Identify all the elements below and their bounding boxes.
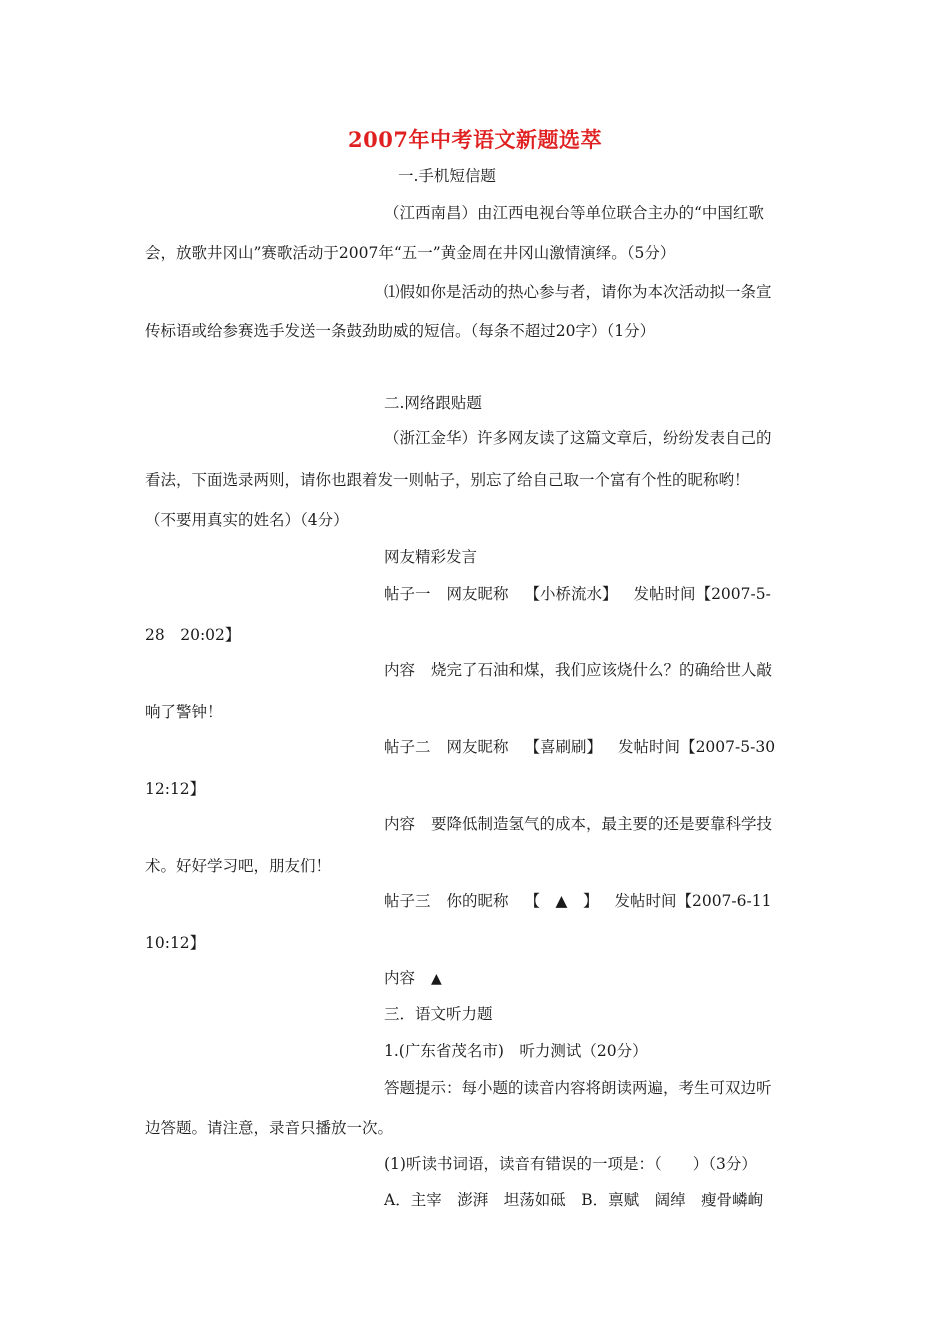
section-heading-sms: 一.手机短信题 — [398, 167, 496, 185]
content-text: 烧完了石油和煤，我们应该烧什么？的确给世人敲 — [431, 661, 773, 679]
post-label: 帖子二 — [384, 738, 431, 756]
time-label: 发帖时间 — [614, 892, 677, 910]
question-line: (1)听读书词语，读音有错误的一项是：（ ）（3分） — [384, 1155, 757, 1173]
tip-line: 答题提示：每小题的读音内容将朗读两遍，考生可双边听 — [384, 1079, 772, 1097]
post-content — [384, 660, 772, 680]
paragraph-line: （江西南昌）由江西电视台等单位联合主办的“中国红歌 — [384, 204, 764, 222]
section-heading-listening: 三．语文听力题 — [384, 1005, 493, 1023]
content-label: 内容 — [384, 661, 416, 679]
content-label: 内容 — [384, 969, 416, 987]
time-value: 【2007-5-30 — [680, 738, 776, 756]
paragraph-line: 会，放歌井冈山”赛歌活动于2007年“五一”黄金周在井冈山激情演绎。（5分） — [145, 244, 676, 262]
post-header — [384, 737, 775, 757]
triangle-icon: ▲ — [431, 971, 442, 987]
time-value-cont: 28 20:02】 — [145, 626, 241, 644]
nick-value: 【喜刷刷】 — [524, 738, 603, 756]
nick-value: 【 ▲ 】 — [524, 892, 599, 910]
post-content — [384, 968, 442, 989]
question-line: 传标语或给参赛选手发送一条鼓劲助威的短信。（每条不超过20字）（1分） — [145, 322, 656, 340]
post-label: 帖子三 — [384, 892, 431, 910]
time-label: 发帖时间 — [633, 585, 696, 603]
time-value: 【2007-6-11 — [676, 892, 772, 910]
time-label: 发帖时间 — [618, 738, 681, 756]
content-text-cont: 响了警钟！ — [145, 703, 223, 721]
paragraph-line: （浙江金华）许多网友读了这篇文章后，纷纷发表自己的 — [384, 429, 772, 447]
content-text: 要降低制造氢气的成本，最主要的还是要靠科学技 — [431, 815, 773, 833]
page-title: 2007年中考语文新题选萃 — [348, 127, 602, 152]
time-value-cont: 10:12】 — [145, 934, 206, 952]
options-line: A．主宰 澎湃 坦荡如砥 B．禀赋 阔绰 瘦骨嶙峋 — [384, 1191, 764, 1209]
content-text-cont: 术。好好学习吧，朋友们！ — [145, 857, 332, 875]
section-heading-forum: 二.网络跟贴题 — [384, 394, 482, 412]
post-header — [384, 891, 771, 911]
post-content — [384, 814, 772, 834]
time-value: 【2007-5- — [695, 585, 771, 603]
nick-value: 【小桥流水】 — [524, 585, 618, 603]
content-label: 内容 — [384, 815, 416, 833]
paragraph-line: 看法，下面选录两则，请你也跟着发一则帖子，别忘了给自己取一个富有个性的昵称哟！ — [145, 471, 750, 489]
post-header — [384, 584, 771, 604]
nick-label: 网友昵称 — [446, 585, 509, 603]
question-line: ⑴假如你是活动的热心参与者，请你为本次活动拟一条宣 — [384, 283, 772, 301]
forum-title: 网友精彩发言 — [384, 548, 478, 566]
post-label: 帖子一 — [384, 585, 431, 603]
time-value-cont: 12:12】 — [145, 780, 206, 798]
paragraph-line: （不要用真实的姓名）（4分） — [145, 511, 349, 529]
tip-line: 边答题。请注意，录音只播放一次。 — [145, 1119, 394, 1137]
nick-label: 网友昵称 — [446, 738, 509, 756]
nick-label: 你的昵称 — [446, 892, 509, 910]
question-item: 1.(广东省茂名市) 听力测试（20分） — [384, 1042, 648, 1060]
